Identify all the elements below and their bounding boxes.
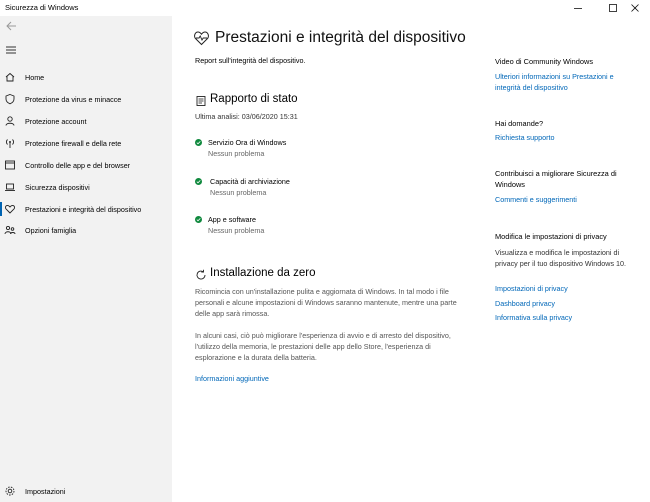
sidebar-item-virus-protection[interactable] (0, 89, 172, 109)
sidebar-item-settings[interactable] (0, 481, 172, 501)
status-item-state: Nessun problema (210, 188, 267, 197)
privacy-heading: Modifica le impostazioni di privacy (495, 232, 607, 241)
feedback-link[interactable]: Commenti e suggerimenti (495, 195, 577, 204)
menu-button[interactable] (4, 44, 18, 56)
check-circle-icon (195, 139, 202, 146)
check-circle-icon (195, 178, 202, 185)
shield-icon (4, 93, 16, 105)
status-item-name: Servizio Ora di Windows (208, 138, 287, 147)
gear-icon (4, 485, 16, 497)
sidebar-item-app-browser-control[interactable] (0, 155, 172, 175)
hamburger-icon (4, 44, 18, 56)
privacy-settings-link[interactable]: Impostazioni di privacy (495, 284, 568, 293)
minimize-icon (573, 3, 583, 13)
sidebar-item-firewall[interactable] (0, 133, 172, 153)
fresh-start-title: Installazione da zero (210, 267, 316, 279)
status-item-state: Nessun problema (208, 226, 265, 235)
improve-heading: Contribuisci a migliorare Sicurezza di Windows (495, 169, 617, 189)
more-info-link[interactable]: Informazioni aggiuntive (195, 374, 269, 383)
status-item-name: Capacità di archiviazione (210, 177, 290, 186)
app-window-icon (4, 159, 16, 171)
home-icon (4, 71, 16, 83)
sidebar-item-home[interactable] (0, 67, 172, 87)
laptop-icon (4, 181, 16, 193)
sidebar-item-account-protection[interactable] (0, 111, 172, 131)
sidebar-item-label: Protezione account (25, 117, 87, 126)
sidebar-item-device-security[interactable] (0, 177, 172, 197)
status-item-state: Nessun problema (208, 149, 265, 158)
back-arrow-icon (4, 20, 18, 32)
main-content (172, 16, 650, 502)
sidebar-item-label: Sicurezza dispositivi (25, 183, 90, 192)
page-subtitle: Report sull'integrità del dispositivo. (195, 56, 306, 65)
sidebar-item-label: Prestazioni e integrità del dispositivo (25, 205, 142, 214)
privacy-text: Visualizza e modifica le impostazioni di privacy per il tuo dispositivo Windows 10. (495, 248, 627, 268)
antenna-icon (4, 137, 16, 149)
heart-icon (4, 203, 16, 215)
report-icon (195, 95, 207, 107)
sidebar-item-family-options[interactable] (0, 220, 172, 240)
video-heading: Video di Community Windows (495, 57, 594, 66)
questions-heading: Hai domande? (495, 119, 544, 128)
back-button[interactable] (4, 20, 18, 32)
window-title: Sicurezza di Windows (5, 3, 79, 12)
refresh-icon (195, 269, 207, 281)
sidebar-item-label: Protezione da virus e minacce (25, 95, 122, 104)
selection-indicator (0, 202, 2, 216)
support-link[interactable]: Richiesta supporto (495, 133, 555, 142)
page-title: Prestazioni e integrità del dispositivo (215, 29, 466, 46)
status-report-title: Rapporto di stato (210, 93, 298, 105)
last-scan-text: Ultima analisi: 03/06/2020 15:31 (195, 112, 298, 121)
sidebar-item-label: Controllo delle app e del browser (25, 161, 131, 170)
fresh-start-description: Ricomincia con un'installazione pulita e aggiornata di Windows. In tal modo i file personali e alcune impostazioni di Windows saranno mantenute, mentre una parte delle app sarà rimossa. (195, 287, 457, 319)
person-icon (4, 115, 16, 127)
close-icon (630, 3, 640, 13)
privacy-statement-link[interactable]: Informativa sulla privacy (495, 313, 573, 322)
sidebar-item-label: Opzioni famiglia (25, 226, 77, 235)
status-item-name: App e software (208, 215, 256, 224)
heart-pulse-icon (193, 30, 210, 46)
close-button[interactable] (620, 0, 650, 16)
family-icon (4, 224, 16, 236)
privacy-dashboard-link[interactable]: Dashboard privacy (495, 299, 555, 308)
sidebar-item-label: Impostazioni (25, 487, 66, 496)
sidebar-item-label: Protezione firewall e della rete (25, 139, 122, 148)
sidebar (0, 16, 172, 502)
maximize-icon (608, 3, 618, 13)
fresh-start-benefits: In alcuni casi, ciò può migliorare l'esperienza di avvio e di arresto del dispositivo, l'utilizzo della memoria, le prestazioni delle app dello Store, l'esperienza di esplorazione e la durata della batteria. (195, 331, 451, 363)
check-circle-icon (195, 216, 202, 223)
minimize-button[interactable] (563, 0, 593, 16)
title-bar (0, 0, 650, 16)
video-link[interactable]: Ulteriori informazioni su Prestazioni e integrità del dispositivo (495, 72, 614, 92)
sidebar-item-label: Home (25, 73, 45, 82)
sidebar-item-device-health[interactable] (0, 199, 172, 219)
